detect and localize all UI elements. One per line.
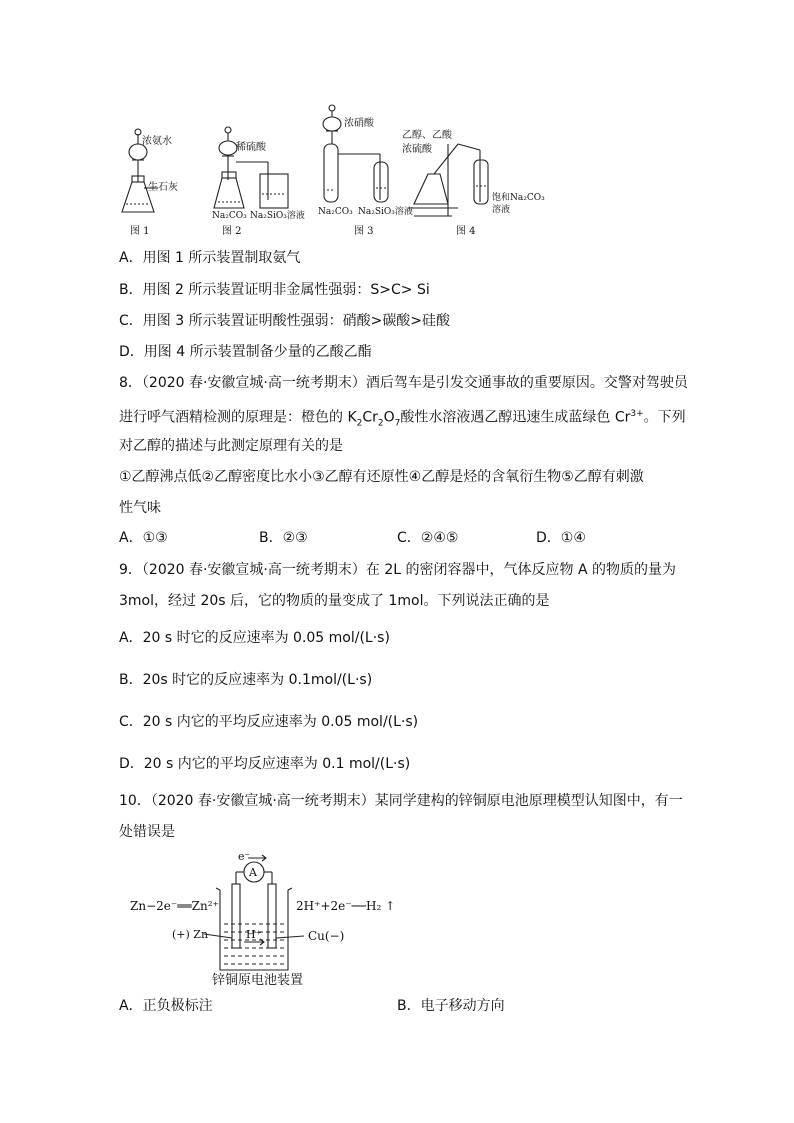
- q9-option-c: C．20 s 内它的平均反应速率为 0.05 mol/(L·s): [119, 714, 419, 730]
- q8-stem-line5: 性气味: [119, 500, 161, 516]
- f1-reagent-side: 生石灰: [148, 182, 178, 193]
- f4-side-line1: 饱和Na₂CO₃: [492, 193, 545, 203]
- q9-stem-line1: 9．（2020 春·安徽宣城·高一统考期末）在 2L 的密闭容器中，气体反应物 A 的物质的量为: [119, 562, 676, 578]
- f4-reagent-line1: 乙醇、乙酸: [402, 130, 452, 141]
- q9-option-d: D．20 s 内它的平均反应速率为 0.1 mol/(L·s): [119, 756, 411, 772]
- q8-option-b: B．②③: [259, 530, 308, 546]
- q9-option-a: A．20 s 时它的反应速率为 0.05 mol/(L·s): [119, 630, 390, 646]
- q10-option-b: B．电子移动方向: [397, 998, 505, 1014]
- q10-stem-line2: 处错误是: [119, 824, 175, 840]
- q8-stem-line1: 8．（2020 春·安徽宣城·高一统考期末）酒后驾车是引发交通事故的重要原因。交警对驾驶员: [119, 375, 688, 391]
- ion-label: H⁺: [246, 928, 262, 941]
- galvanic-cell-figure: [128, 846, 408, 986]
- f1-caption: 图 1: [130, 226, 150, 237]
- f2-bottom-left: Na₂CO₃: [212, 211, 247, 221]
- q7-option-a: A．用图 1 所示装置制取氨气: [119, 250, 301, 266]
- q10-stem-line1: 10．（2020 春·安徽宣城·高一统考期末）某同学建构的锌铜原电池原理模型认知图中，有一: [119, 793, 683, 809]
- q7-option-c: C．用图 3 所示装置证明酸性强弱：硝酸>碳酸>硅酸: [119, 313, 451, 329]
- ammeter-label: A: [249, 866, 257, 879]
- f3-caption: 图 3: [354, 226, 374, 237]
- f2-reagent-top: 稀硫酸: [236, 142, 266, 153]
- f3-bottom-right: Na₂SiO₃溶液: [358, 207, 413, 217]
- q8-stem-line2: 进行呼气酒精检测的原理是：橙色的 $K_2Cr_2O_7$酸性水溶液遇乙醇迅速生成蓝绿色 $Cr^{3+}$。下列: [119, 409, 686, 429]
- q8-stem-line4: ①乙醇沸点低②乙醇密度比水小③乙醇有还原性④乙醇是烃的含氧衍生物⑤乙醇有刺激: [119, 469, 644, 485]
- f4-side-line2: 溶液: [492, 205, 511, 215]
- q10-option-a: A．正负极标注: [119, 998, 213, 1014]
- f4-reagent-line2: 浓硫酸: [402, 144, 432, 155]
- cell-caption: 锌铜原电池装置: [212, 973, 304, 986]
- f1-reagent-top: 浓氨水: [142, 136, 172, 147]
- q9-stem-line2: 3mol，经过 20s 后，它的物质的量变成了 1mol。下列说法正确的是: [119, 593, 550, 609]
- left-equation: Zn−2e⁻══Zn²⁺: [130, 899, 219, 913]
- q8-option-d: D．①④: [536, 530, 586, 546]
- left-electrode-label: (+) Zn: [172, 928, 209, 941]
- q7-option-b: B．用图 2 所示装置证明非金属性强弱：S>C> Si: [119, 282, 430, 298]
- apparatus-figure: [118, 104, 558, 240]
- f2-bottom-right: Na₂SiO₃溶液: [250, 211, 305, 221]
- q8-option-a: A．①③: [119, 530, 168, 546]
- f4-caption: 图 4: [456, 226, 476, 237]
- q8-stem-line3: 对乙醇的描述与此测定原理有关的是: [119, 438, 343, 454]
- f3-bottom-left: Na₂CO₃: [318, 207, 353, 217]
- q9-option-b: B．20s 时它的反应速率为 0.1mol/(L·s): [119, 672, 373, 688]
- electron-label: e⁻: [238, 850, 251, 863]
- q8-option-c: C．②④⑤: [397, 530, 459, 546]
- right-electrode-label: Cu(−): [308, 929, 345, 943]
- right-equation: 2H⁺+2e⁻──H₂ ↑: [296, 899, 396, 913]
- f2-caption: 图 2: [222, 226, 242, 237]
- q7-option-d: D．用图 4 所示装置制备少量的乙酸乙酯: [119, 344, 372, 360]
- figure-2-apparatus: [214, 127, 288, 208]
- f3-reagent-top: 浓硝酸: [344, 118, 374, 129]
